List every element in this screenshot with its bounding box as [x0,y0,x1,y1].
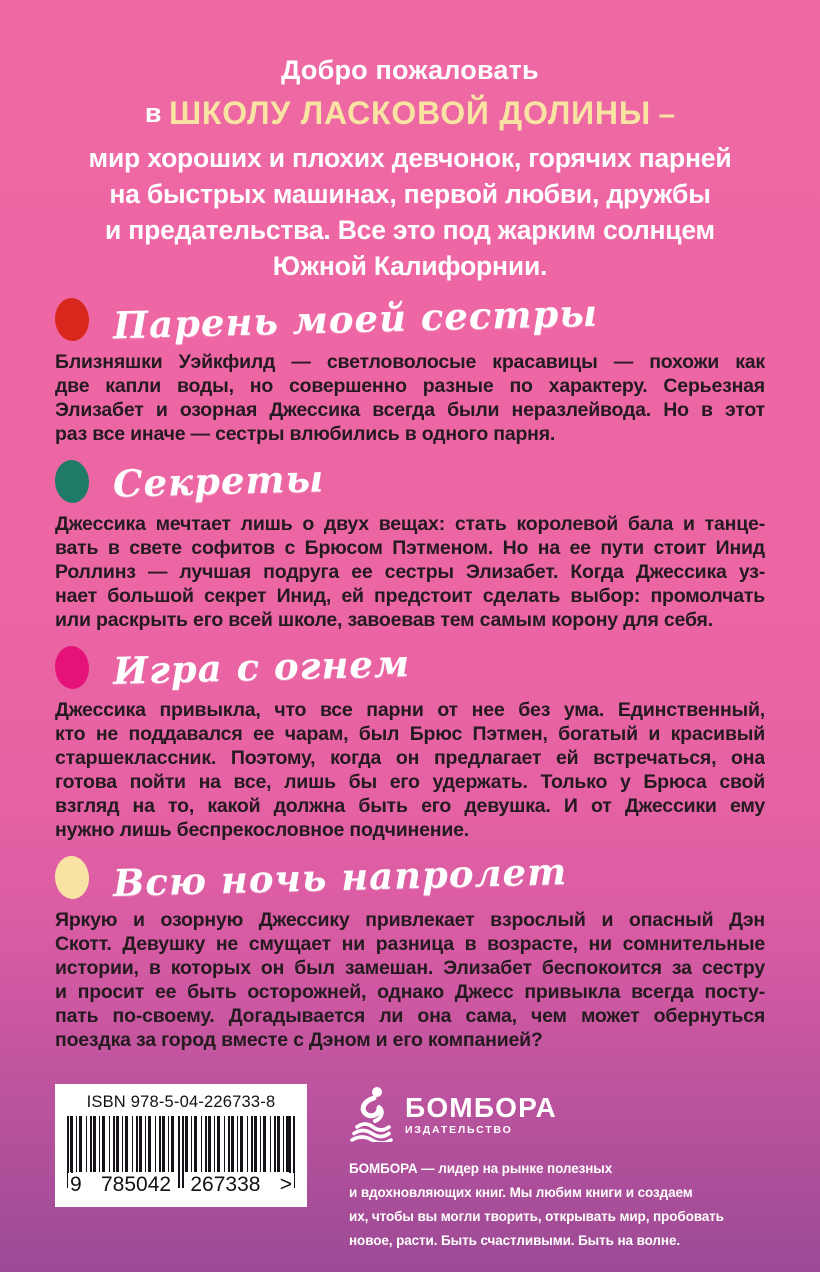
barcode-bars [67,1116,295,1172]
blurb-line: новое, расти. Быть счастливыми. Быть на волне. [349,1233,681,1248]
tagline-line: на быстрых машинах, первой любви, дружбы [109,179,711,209]
barcode-digits [67,1173,295,1197]
section-body-text [55,908,765,1052]
school-name-dash: – [658,98,676,131]
section-body-text [55,350,765,446]
body-line: поездка за город вместе с Дэном и его компанией? [55,1029,543,1051]
tagline-line: мир хороших и плохих девчонок, горячих парней [88,143,732,173]
body-line: старшеклассник. Поэтому, когда он предлагает ей встречаться, она [55,747,765,769]
body-line: и просит ее быть осторожней, однако Джесс привыкла всегда посту- [55,981,765,1003]
section-playing-with-fire [55,642,765,842]
bullet-dot [54,854,91,899]
publisher-blurb [349,1157,724,1253]
school-prefix: в [144,98,162,128]
body-line: или раскрыть его всей школе, завоевав тем самым корону для себя. [55,609,713,631]
body-line: Яркую и озорную Джессику привлекает взрослый и опасный Дэн [55,909,765,931]
barcode-digit-group2: 267338 [190,1173,261,1196]
body-line: истории, в которых он был замешан. Элизабет беспокоится за сестру [55,957,765,979]
blurb-line: БОМБОРА — лидер на рынке полезных [349,1161,613,1176]
publisher-subtitle: ИЗДАТЕЛЬСТВО [405,1123,513,1136]
section-heading-row [55,290,765,348]
section-heading-row [55,456,765,506]
section-heading-row [55,849,765,905]
section-all-night-long [55,849,765,1052]
body-line: нужно лишь беспрекословное подчинение. [55,819,469,841]
publisher-logo-text [405,1093,557,1136]
section-title: Всю ночь напролет [112,849,568,905]
body-line: кто не поддавался ее чарам, был Брюс Пэтмен, богатый и красивый [55,723,765,745]
section-secrets [55,456,765,632]
section-my-sisters-boyfriend [55,290,765,446]
barcode-guard-bar [178,1116,180,1188]
barcode-arrow: > [279,1173,292,1196]
barcode-digit-group1: 785042 [100,1173,172,1196]
publisher-logo [349,1086,724,1142]
body-line: нает большой секрет Инид, ей предстоит сделать выбор: промолчать [55,585,765,607]
section-heading-row [55,642,765,692]
body-line: Джессика мечтает лишь о двух вещах: стать королевой бала и танце- [55,513,765,535]
section-body-text [55,512,765,632]
section-body-text [55,698,765,842]
body-line: две капли воды, но совершенно разные по характеру. Серьезная [55,375,765,397]
barcode-digit-lead: 9 [70,1173,82,1196]
body-line: Элизабет и озорная Джессика всегда были неразлейвода. Но в этот [55,399,765,421]
section-title: Парень моей сестры [112,290,599,348]
tagline-line: и предательства. Все это под жарким солнцем [105,215,715,245]
section-title: Игра с огнем [112,641,411,693]
body-line: Роллинз — лучшая подруга ее сестры Элизабет. Когда Джессика уз- [55,561,765,583]
body-line: Джессика привыкла, что все парни от нее без ума. Единственный, [55,699,765,721]
school-name-highlight: ШКОЛУ ЛАСКОВОЙ ДОЛИНЫ [168,95,651,131]
cover-header [0,0,820,284]
body-line: Близняшки Уэйкфилд — светловолосые красавицы — похожи как [55,351,765,373]
body-line: пать по-своему. Догадывается ли она сама, чем может обернуться [55,1005,765,1027]
blurb-line: и вдохновляющих книг. Мы любим книги и создаем [349,1185,693,1200]
body-line: Скотт. Девушку не смущает ни разница в возрасте, ни сомнительные [55,933,765,955]
cover-tagline [0,140,820,284]
isbn-text: ISBN 978-5-04-226733-8 [86,1093,276,1111]
bombora-figure-icon [349,1086,395,1142]
barcode-panel [55,1084,307,1207]
welcome-line: Добро пожаловать [281,55,539,85]
publisher-name: БОМБОРА [405,1091,557,1123]
bullet-dot [54,458,91,503]
tagline-line: Южной Калифорнии. [272,251,548,281]
body-line: вать в свете софитов с Брюсом Пэтменом. Но на ее пути стоит Инид [55,537,765,559]
blurb-line: их, чтобы вы могли творить, открывать мир, пробовать [349,1209,724,1224]
cover-footer [55,1084,765,1253]
body-line: взгляд на то, какой должна быть его девушка. И от Джессики ему [55,795,765,817]
bullet-dot [54,644,91,689]
body-line: раз все иначе — сестры влюбились в одного парня. [55,423,556,445]
bullet-dot [54,296,91,341]
section-title: Секреты [112,456,325,506]
school-name-line [0,88,820,140]
body-line: готова пойти на все, лишь бы его удержать. Только у Брюса свой [55,771,765,793]
publisher-block [349,1084,724,1253]
